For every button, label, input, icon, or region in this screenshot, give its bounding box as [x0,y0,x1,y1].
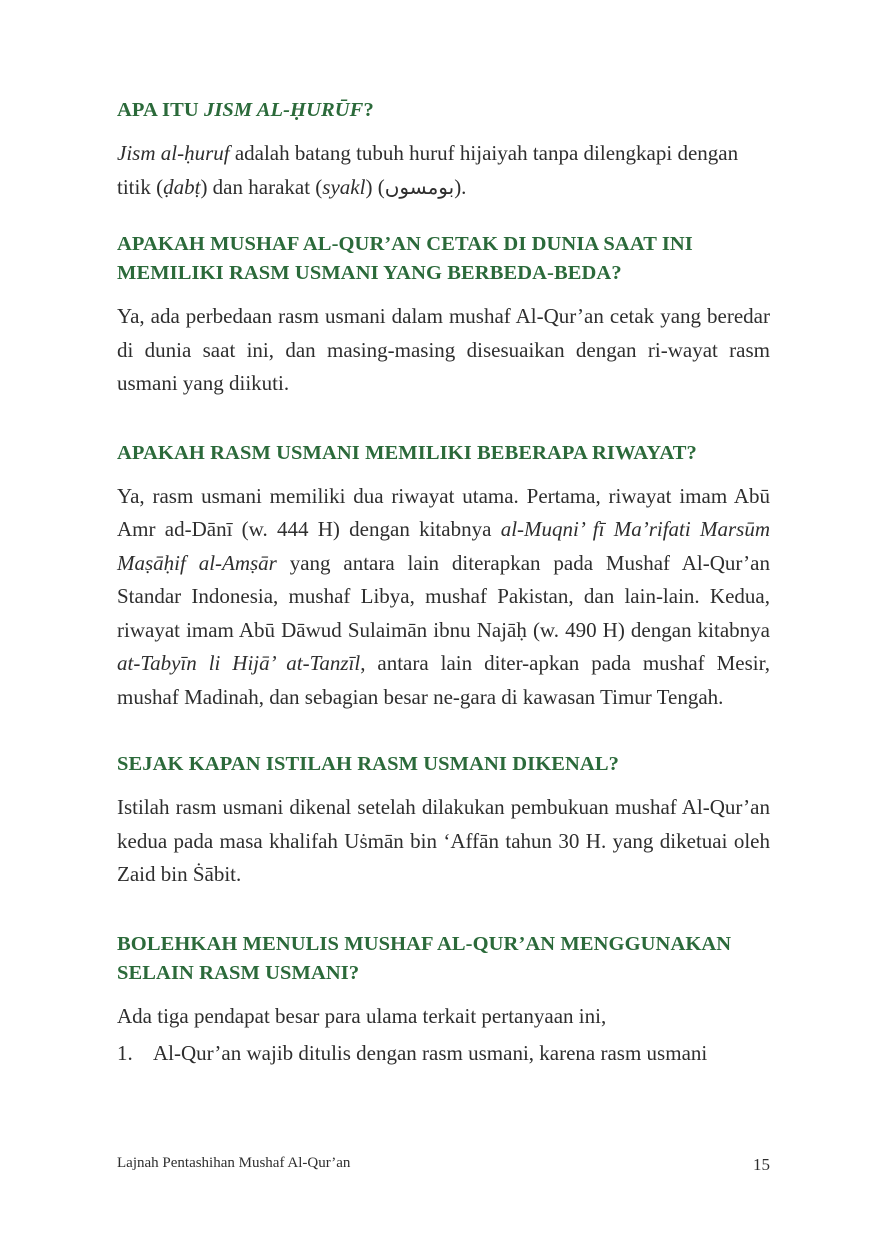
page-content [117,96,770,1071]
section-4-answer: Istilah rasm usmani dikenal setelah dilakukan pembukuan mushaf Al-Qur’an kedua pada masa khalifah Uṡmān bin ‘Affān tahun 30 H. yang diketuai oleh Zaid bin Ṡābit. [117,795,770,886]
page-footer [117,1155,770,1175]
section-1-heading: APA ITU JISM AL-ḤURŪF? [117,99,374,121]
section-5-answer: Ada tiga pendapat besar para ulama terkait pertanyaan ini, [117,1003,607,1028]
list-number: 1. [117,1041,133,1065]
page-number: 15 [753,1155,770,1174]
arabic-example: بومسوں [384,174,455,199]
section-2-answer: Ya, ada perbedaan rasm usmani dalam mushaf Al-Qur’an cetak yang beredar di dunia saat ini, dan masing-masing disesuaikan dengan ri-wayat rasm usmani yang diikuti. [117,304,770,395]
section-5-heading: BOLEHKAH MENULIS MUSHAF AL-QUR’AN MENGGUNAKAN SELAIN RASM USMANI? [117,932,732,984]
footer-title: Lajnah Pentashihan Mushaf Al-Qur’an [117,1155,351,1171]
section-4-heading: SEJAK KAPAN ISTILAH RASM USMANI DIKENAL? [117,753,619,775]
section-2-heading: APAKAH MUSHAF AL-QUR’AN CETAK DI DUNIA SAAT INI MEMILIKI RASM USMANI YANG BERBEDA-BEDA? [117,233,693,284]
list-text: Al-Qur’an wajib ditulis dengan rasm usmani, karena rasm usmani [153,1041,708,1065]
section-3-heading: APAKAH RASM USMANI MEMILIKI BEBERAPA RIWAYAT? [117,441,697,464]
section-1-answer: Jism al-ḥuruf adalah batang tubuh huruf hijaiyah tanpa dilengkapi dengan titik (ḍabṭ) dan harakat (syakl) (بومسوں). [117,141,739,199]
list-item [117,1037,770,1071]
section-3-answer: Ya, rasm usmani memiliki dua riwayat utama. Pertama, riwayat imam Abū Amr ad-Dānī (w. 444 H) dengan kitabnya al-Muqni’ fī Ma’rifati Marsūm Maṣāḥif al-Amṣār yang antara lain diterapkan pada Mushaf Al-Qur’an Standar Indonesia, mushaf Libya, mushaf Pakistan, dan lain-lain. Kedua, riwayat imam Abū Dāwud Sulaimān ibnu Najāḥ (w. 490 H) dengan kitabnya at-Tabyīn li Hijā’ at-Tanzīl, antara lain diter-apkan pada mushaf Mesir, mushaf Madinah, dan sebagian besar ne-gara di kawasan Timur Tengah. [117,483,770,709]
